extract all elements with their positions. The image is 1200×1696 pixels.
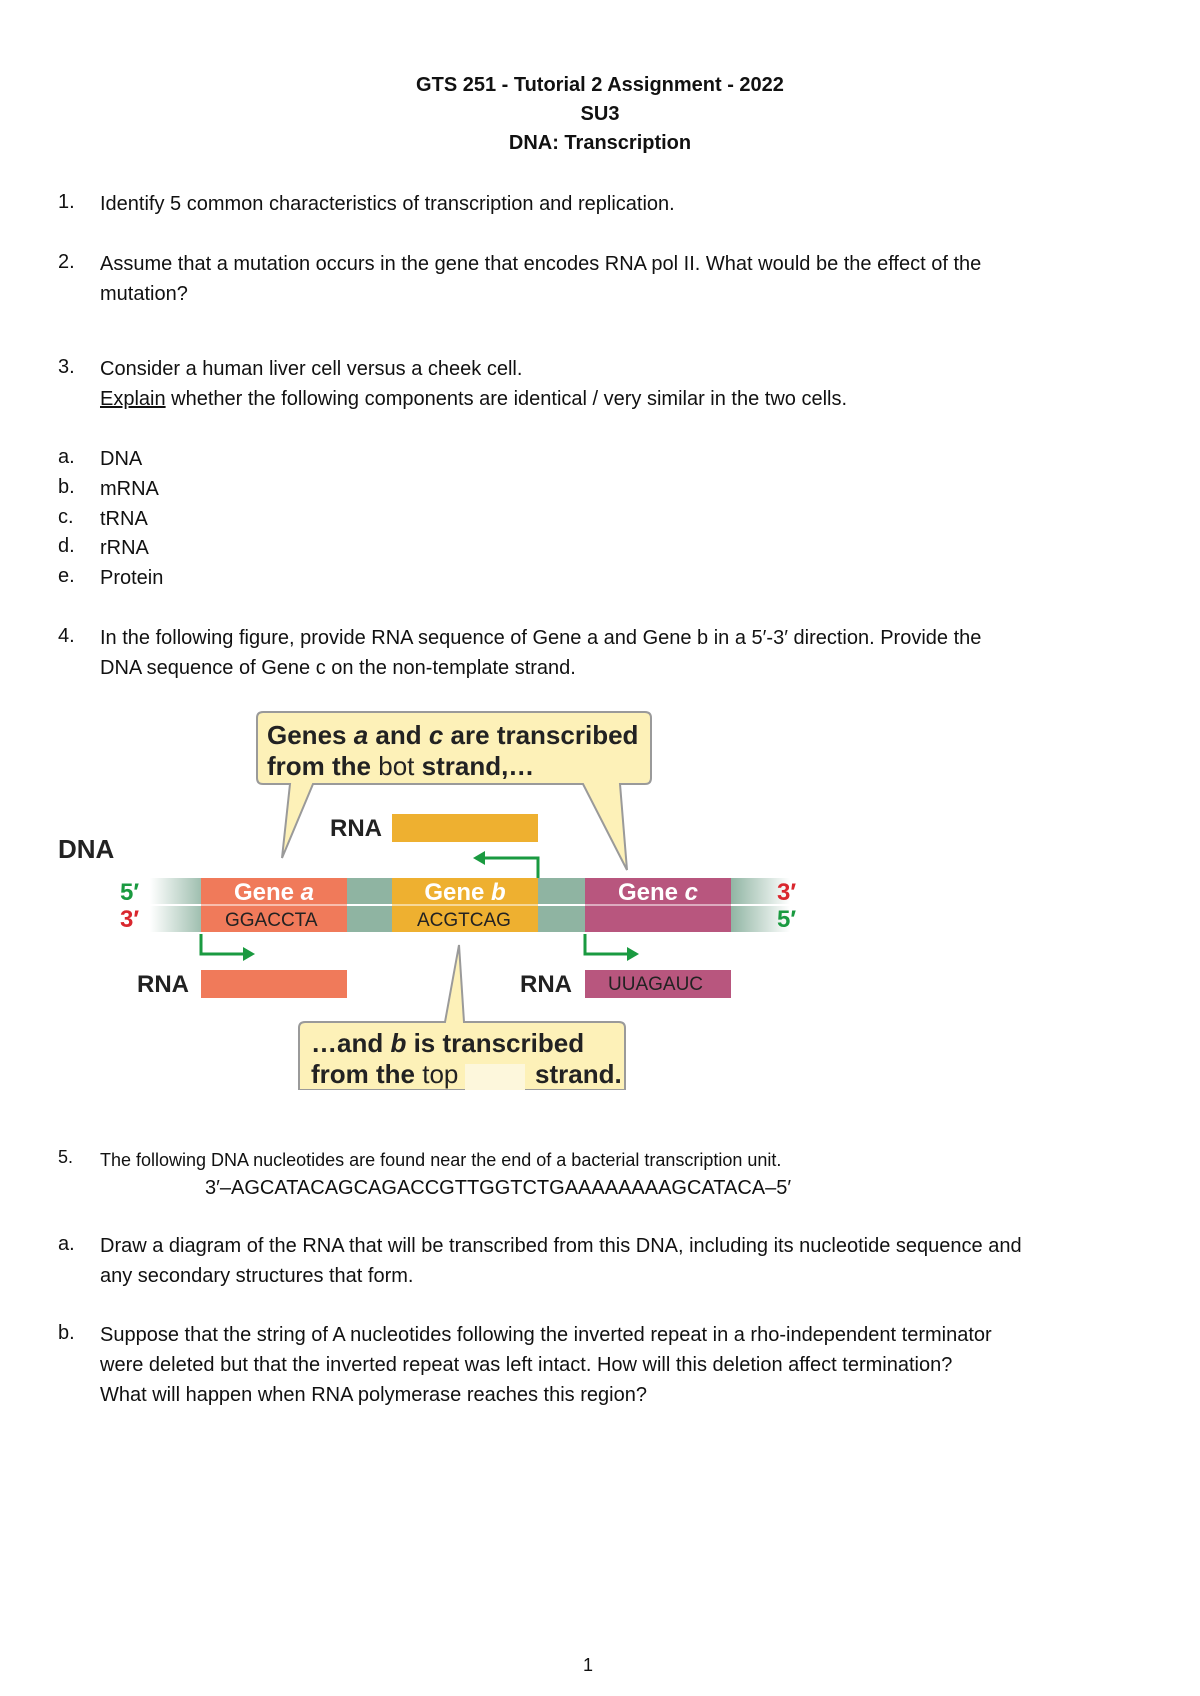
callout-bottom-highlight [465,1064,525,1090]
q3-text-line2-rest: whether the following components are identical / very similar in the two cells. [165,388,848,410]
doc-subtitle-topic: DNA: Transcription [508,132,692,154]
q2-number: 2. [58,251,75,273]
top-strand-3prime: 3′ [777,879,797,906]
q3-text-line2 [100,386,847,412]
q3-number: 3. [58,356,75,378]
q3-explain-underlined: Explain [100,388,166,410]
q5-text: The following DNA nucleotides are found near the end of a bacterial transcription unit. [100,1150,782,1170]
q1-text: Identify 5 common characteristics of transcription and replication. [100,193,675,215]
gene-c-direction-arrow [585,934,627,954]
callout-top-line2: from the bot strand,… [267,751,535,781]
q4-text-line2: DNA sequence of Gene c on the non-template strand. [100,657,576,679]
gene-b-arrowhead [473,851,485,865]
callout-bottom-line1: …and b is transcribed [311,1028,585,1058]
rna-right-label: RNA [520,971,572,998]
q3-item-text: tRNA [100,508,148,530]
q3-item-letter: b. [58,476,75,498]
q5b-text-line3: What will happen when RNA polymerase reaches this region? [100,1384,647,1406]
q3-item-letter: a. [58,446,75,468]
q5a-letter: a. [58,1233,75,1255]
gene-b-sequence: ACGTCAG [417,910,511,931]
page-number: 1 [583,1655,594,1675]
callout-bottom-line2-end: strand. [535,1059,622,1089]
q5a-text-line2: any secondary structures that form. [100,1265,414,1287]
q1-number: 1. [58,191,75,213]
rna-left-label: RNA [137,971,189,998]
dna-label: DNA [58,834,115,864]
gene-a-label: Gene a [233,879,315,906]
q2-text-line2: mutation? [100,283,188,305]
q5b-text-line2: were deleted but that the inverted repeat was left intact. How will this deletion affect termination? [100,1354,953,1376]
q4-text-line1: In the following figure, provide RNA sequence of Gene a and Gene b in a 5′-3′ direction. Provide the [100,627,982,649]
q3-item-letter: d. [58,535,75,557]
q2-text-line1: Assume that a mutation occurs in the gene that encodes RNA pol II. What would be the effect of the [100,253,982,275]
rna-top-label: RNA [330,815,382,842]
q5b-letter: b. [58,1322,75,1344]
q3-item-letter: e. [58,565,75,587]
gene-b-label: Gene b [424,879,506,906]
gene-a-direction-arrow [201,934,243,954]
gene-c-rna-sequence: UUAGAUC [608,974,704,995]
q3-text-line1: Consider a human liver cell versus a cheek cell. [100,358,523,380]
q3-item-text: DNA [100,448,143,470]
doc-subtitle-su: SU3 [580,103,620,125]
callout-top-line1: Genes a and c are transcribed [267,720,639,750]
top-strand-5prime: 5′ [120,879,140,906]
gene-c-arrowhead [627,947,639,961]
q5-number: 5. [58,1147,74,1167]
gene-c-label: Gene c [617,879,699,906]
gene-b-direction-arrow [485,858,538,880]
q3-item-letter: c. [58,506,74,528]
rna-gene-a-bar [201,970,347,998]
bottom-strand-3prime: 3′ [120,906,140,933]
q3-item-text: mRNA [100,478,159,500]
gene-a-arrowhead [243,947,255,961]
rna-gene-b-bar [392,814,538,842]
callout-bottom-line2: from the top [311,1059,459,1089]
q3-item-text: Protein [100,567,164,589]
q3-item-text: rRNA [100,537,149,559]
q5a-text-line1: Draw a diagram of the RNA that will be transcribed from this DNA, including its nucleotide sequence and [100,1235,1022,1257]
q5b-text-line1: Suppose that the string of A nucleotides following the inverted repeat in a rho-independent terminator [100,1324,992,1346]
bottom-strand-5prime: 5′ [777,906,797,933]
transcription-figure [55,700,835,1090]
gene-a-sequence: GGACCTA [225,910,318,931]
q5-dna-sequence: 3′–AGCATACAGCAGACCGTTGGTCTGAAAAAAAAGCATACA–5′ [205,1177,792,1199]
doc-title: GTS 251 - Tutorial 2 Assignment - 2022 [416,74,784,96]
q4-number: 4. [58,625,75,647]
